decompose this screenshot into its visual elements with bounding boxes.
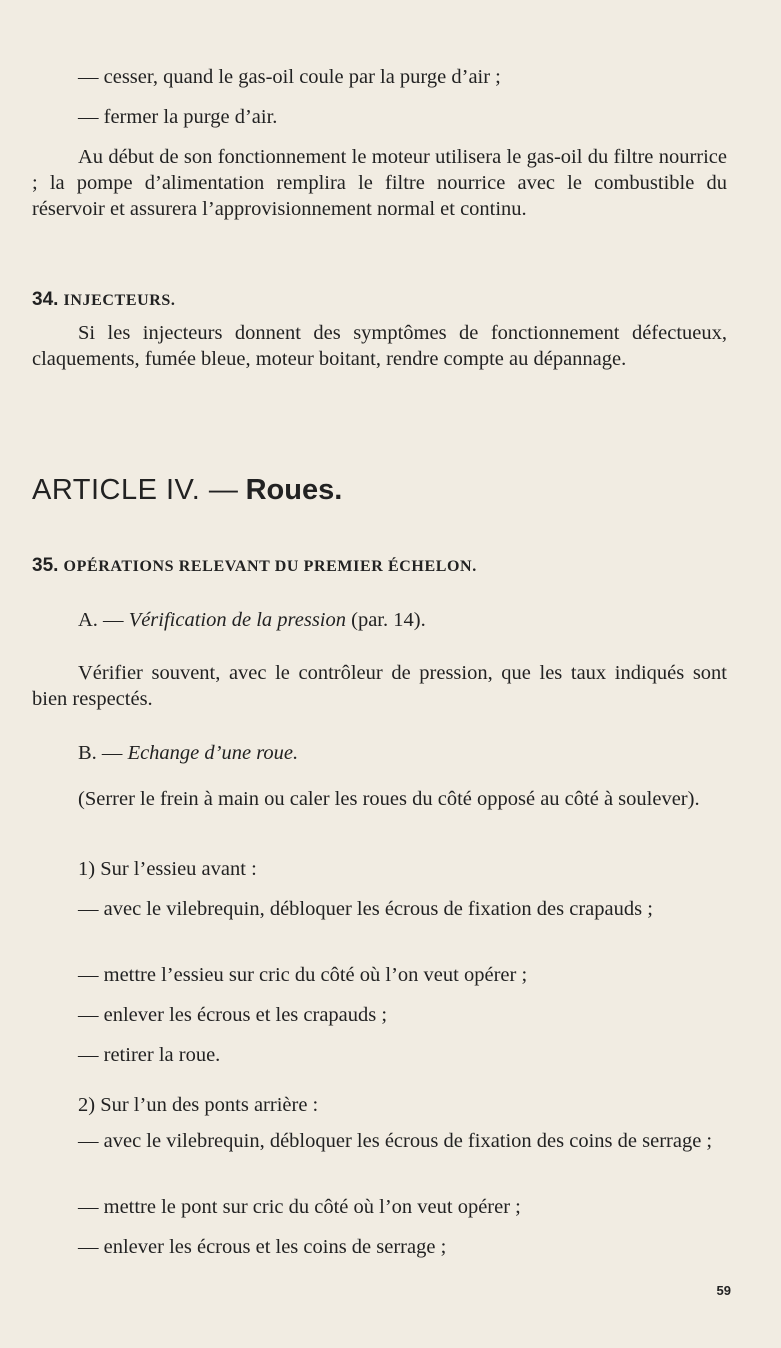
section-35-heading [32,552,477,580]
section-35-number: 35. [32,555,59,576]
step-2-item: — avec le vilebrequin, débloquer les écrous de fixation des coins de serrage ; [78,1130,713,1152]
step-2-heading: 2) Sur l’un des ponts arrière : [78,1094,319,1116]
page-number: 59 [716,1283,731,1298]
article-label: ARTICLE IV. — [32,474,239,506]
section-34-number: 34. [32,289,59,310]
subsection-a-title: Vérification de la pression [128,609,346,631]
step-1-item: — retirer la roue. [78,1044,221,1066]
subsection-b-title: Echange d’une roue. [127,742,299,764]
step-1-item: — mettre l’essieu sur cric du côté où l’on veut opérer ; [78,964,528,986]
subsection-b-prefix: B. — [78,742,123,764]
step-2-item: — enlever les écrous et les coins de serrage ; [78,1236,447,1258]
section-35-title: OPÉRATIONS RELEVANT DU PREMIER ÉCHELON. [63,558,477,575]
subsection-b-heading [78,740,298,766]
step-1-item: — enlever les écrous et les crapauds ; [78,1004,388,1026]
text-line-fermer: — fermer la purge d’air. [78,106,278,128]
section-34-title: INJECTEURS. [63,292,176,309]
text-line-cesser: — cesser, quand le gas-oil coule par la purge d’air ; [78,66,501,88]
step-2-item: — mettre le pont sur cric du côté où l’on veut opérer ; [78,1196,521,1218]
step-1-item: — avec le vilebrequin, débloquer les écrous de fixation des crapauds ; [78,898,653,920]
paragraph-debut: Au début de son fonctionnement le moteur utilisera le gas-oil du filtre nourrice ; la pompe d’alimentation remplira le filtre nourrice avec le combustible du réservoir et assurera l’approvisionnement normal et continu. [32,146,727,220]
subsection-a-suffix: (par. 14). [351,609,426,631]
step-1-heading: 1) Sur l’essieu avant : [78,858,257,880]
subsection-a-paragraph: Vérifier souvent, avec le contrôleur de pression, que les taux indiqués sont bien respectés. [32,662,727,710]
subsection-a-heading [78,607,426,633]
section-34-heading [32,286,176,314]
subsection-a-prefix: A. — [78,609,124,631]
article-title: Roues. [245,474,343,506]
article-heading [32,472,342,508]
subsection-b-paragraph: (Serrer le frein à main ou caler les roues du côté opposé au côté à soulever). [78,788,700,810]
section-34-paragraph: Si les injecteurs donnent des symptômes de fonctionnement défectueux, claquements, fumée bleue, moteur boitant, rendre compte au dépannage. [32,322,727,370]
